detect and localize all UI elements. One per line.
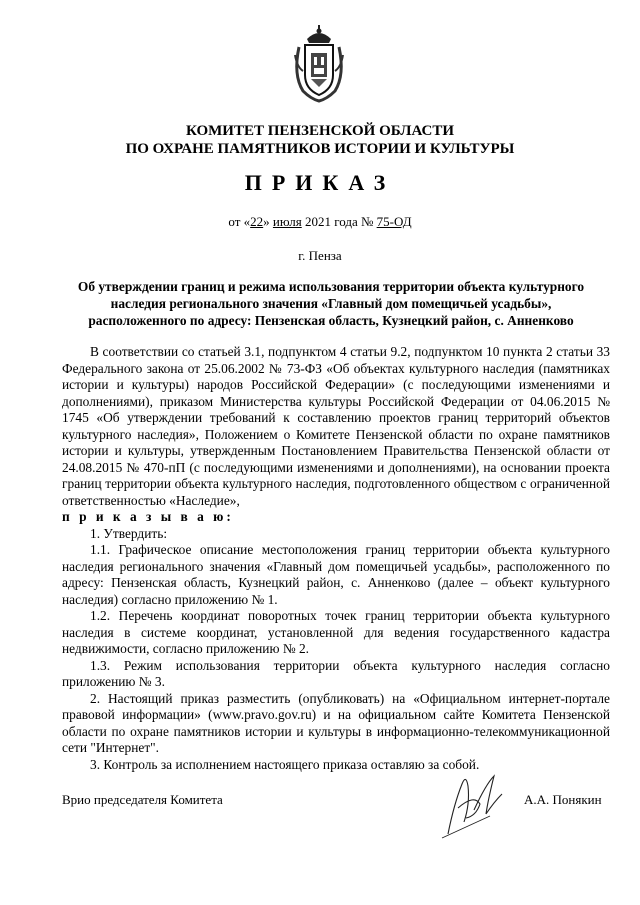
preamble-text: В соответствии со статьей 3.1, подпунктом 4 статьи 9.2, подпунктом 10 пункта 2 статьи 33 Федерального закона от 25.06.2002 № 73-ФЗ «Об объектах культурного наследия (памятниках истории и культуры) народов Российской Федерации» (с последующими изменениями и дополнениями), приказом Министерства культуры Российской Федерации от 04.06.2015 № 1745 «Об утверждении требований к составлению проектов границ территорий объектов культурного наследия», Положением о Комитете Пензенской области по охране памятников истории и культуры, утвержденным Постановлением Правительства Пензенской области от 24.08.2015 № 470-пП (с последующими изменениями и дополнениями), на основании проекта границ территории объекта культурного наследия, подготовленного обществом с ограниченной ответственностью «Наследие», — [62, 344, 610, 508]
order-subject: Об утверждении границ и режима использования территории объекта культурного наследия регионального значения «Главный дом помещичьей усадьбы», расположенного по адресу: Пензенская область, Кузнецкий район, с. Анненково — [77, 279, 585, 328]
order-word: п р и к а з ы в а ю: — [62, 509, 234, 524]
date-month: июля — [272, 214, 302, 229]
item-paragraph: 1. Утвердить: — [90, 525, 168, 541]
item-paragraph: 3. Контроль за исполнением настоящего приказа оставляю за собой. — [90, 756, 480, 772]
date-day: 22 — [250, 214, 264, 229]
item-paragraph: 1.2. Перечень координат поворотных точек границ территории объекта культурного наследия в системе координат, установленной для ведения государственного кадастра недвижимости, согласно приложению № 2. — [62, 608, 610, 656]
city: г. Пенза — [298, 248, 342, 263]
date-line — [0, 214, 640, 230]
item-paragraph: 2. Настоящий приказ разместить (опубликовать) на «Официальном интернет-портале правовой информации» (www.pravo.gov.ru) и на официальном сайте Комитета Пензенской области по охране памятников истории и культуры в информационно-телекоммуникационной сети "Интернет". — [62, 690, 610, 755]
date-prefix: от « — [228, 214, 251, 229]
item-paragraph: 1.3. Режим использования территории объекта культурного наследия согласно приложению № 3. — [62, 657, 610, 689]
organization-name-line1: КОМИТЕТ ПЕНЗЕНСКОЙ ОБЛАСТИ — [185, 123, 455, 139]
coat-of-arms-emblem — [289, 25, 349, 103]
handwritten-signature — [428, 764, 518, 844]
organization-name-line2: ПО ОХРАНЕ ПАМЯТНИКОВ ИСТОРИИ И КУЛЬТУРЫ — [125, 141, 515, 157]
date-year: 2021 года № — [301, 214, 377, 229]
signatory-position: Врио председателя Комитета — [62, 792, 223, 807]
signatory-name: А.А. Понякин — [524, 792, 602, 807]
date-mid: » — [263, 214, 273, 229]
item-paragraph: 1.1. Графическое описание местоположения границ территории объекта культурного наследия регионального значения «Главный дом помещичьей усадьбы», расположенного по адресу: Пензенская область, Кузнецкий район, с. Анненково (далее – объект культурного наследия) согласно приложению № 1. — [62, 542, 610, 607]
document-body — [62, 344, 610, 773]
preamble-paragraph — [62, 344, 610, 526]
order-number: 75-ОД — [376, 214, 412, 229]
document-type-title: ПРИКАЗ — [244, 170, 396, 195]
